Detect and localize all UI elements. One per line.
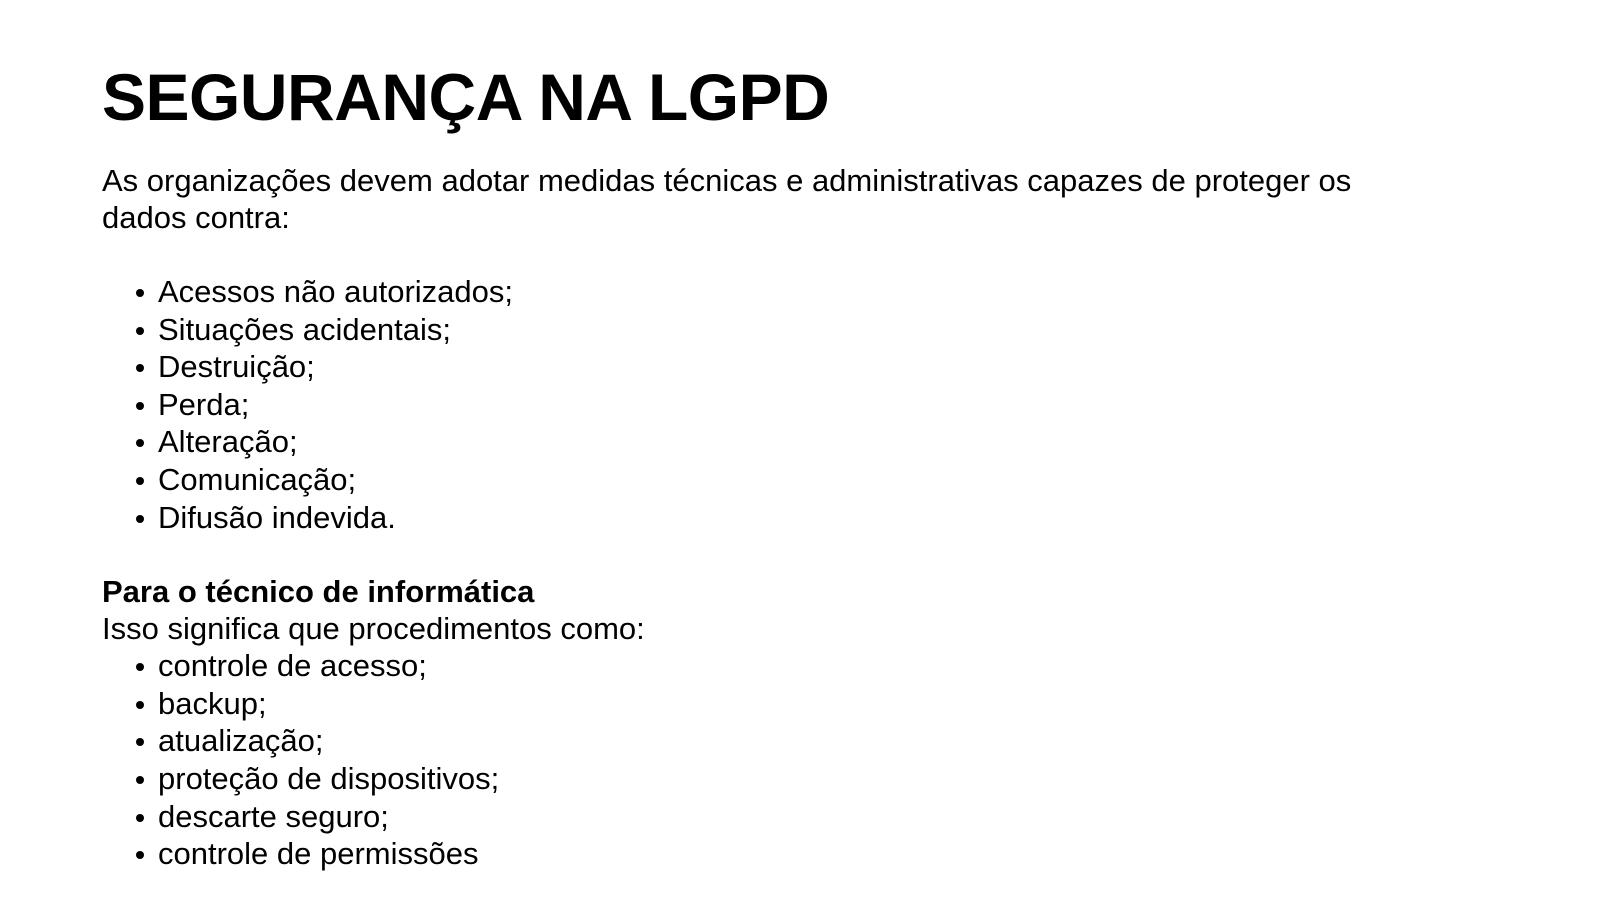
list-item: Perda;	[158, 386, 1502, 424]
list-item: Acessos não autorizados;	[158, 273, 1502, 311]
list-item: Difusão indevida.	[158, 499, 1502, 537]
list-item: controle de acesso;	[158, 647, 1502, 685]
list-item: Situações acidentais;	[158, 311, 1502, 349]
list-item: proteção de dispositivos;	[158, 760, 1502, 798]
procedures-list	[102, 647, 1502, 873]
list-item: Comunicação;	[158, 461, 1502, 499]
list-item: descarte seguro;	[158, 798, 1502, 836]
slide-content	[102, 54, 1502, 873]
section-heading: Para o técnico de informática	[102, 574, 535, 610]
section-lead: Isso significa que procedimentos como:	[102, 611, 645, 647]
list-item: Destruição;	[158, 348, 1502, 386]
list-item: Alteração;	[158, 423, 1502, 461]
list-item: atualização;	[158, 722, 1502, 760]
list-item: controle de permissões	[158, 835, 1502, 873]
threats-list	[102, 273, 1502, 536]
list-item: backup;	[158, 685, 1502, 723]
intro-paragraph: As organizações devem adotar medidas técnicas e administrativas capazes de proteger os dados contra:	[102, 163, 1352, 235]
slide-title: SEGURANÇA NA LGPD	[102, 60, 830, 134]
